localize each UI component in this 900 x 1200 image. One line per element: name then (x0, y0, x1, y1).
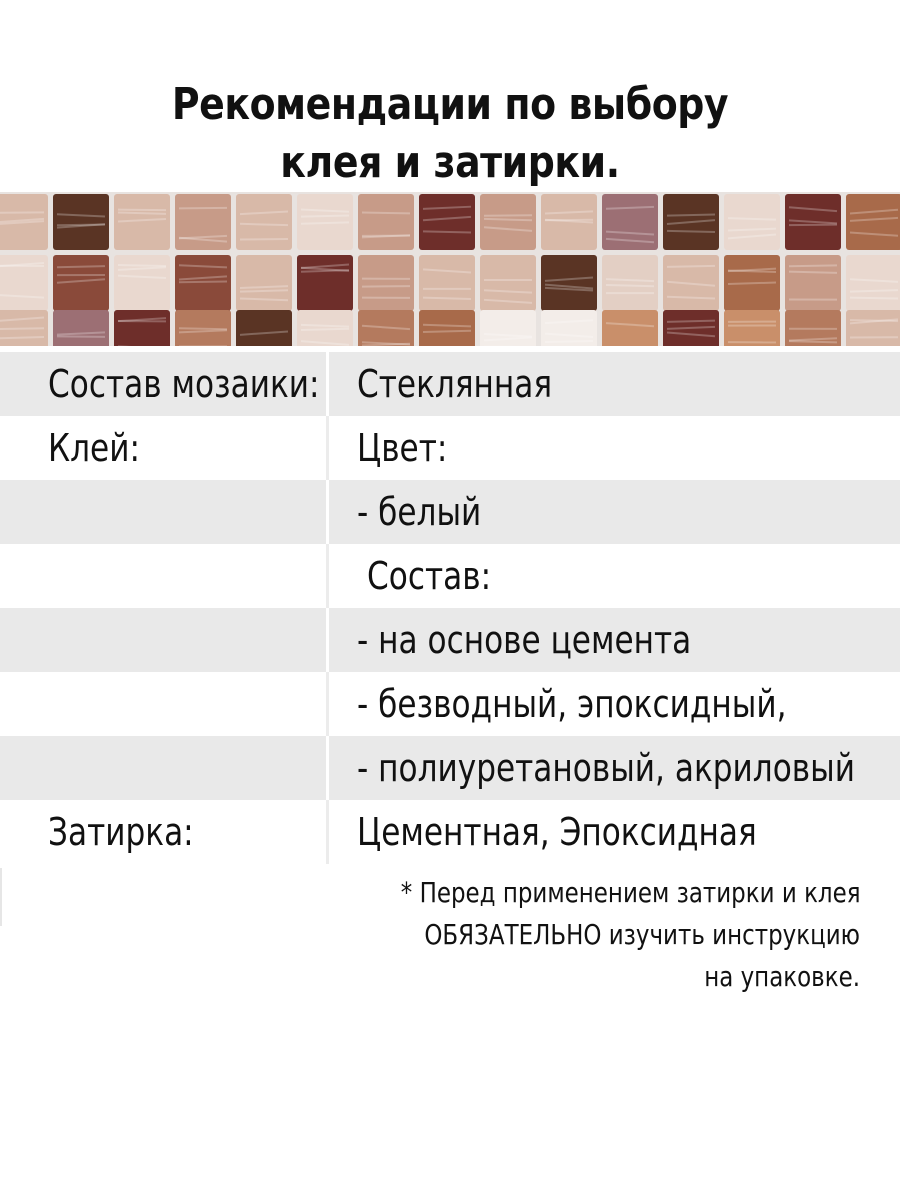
table-row (0, 416, 900, 480)
row-label: Клей: (48, 426, 140, 470)
mosaic-tile (53, 194, 109, 250)
row-value: Цвет: (357, 426, 448, 470)
table-row (0, 672, 900, 736)
mosaic-tile (53, 310, 109, 346)
table-row (0, 608, 900, 672)
mosaic-sheen (118, 265, 166, 266)
divider (0, 868, 2, 926)
mosaic-sheen (667, 266, 715, 267)
mosaic-tile (846, 310, 900, 346)
mosaic-sheen (118, 212, 166, 213)
row-value: - на основе цемента (357, 618, 692, 662)
footnote-line-2: ОБЯЗАТЕЛЬНО изучить инструкцию (424, 918, 860, 951)
mosaic-sheen (789, 265, 837, 266)
footnote-line-1: * Перед применением затирки и клея (400, 876, 861, 909)
mosaic-tile (358, 194, 414, 250)
row-value: - полиуретановый, акриловый (357, 746, 856, 790)
mosaic-tile (785, 255, 841, 311)
glass-mosaic-tiles-icon (0, 192, 900, 346)
title-line-1: Рекомендации по выбору (171, 79, 729, 130)
mosaic-tile (724, 194, 780, 250)
mosaic-tile (541, 255, 597, 311)
table-row (0, 480, 900, 544)
mosaic-sheen (362, 212, 410, 213)
mosaic-sheen (423, 331, 471, 332)
mosaic-tile (602, 255, 658, 311)
row-value: Цементная, Эпоксидная (357, 810, 757, 854)
row-value: - белый (357, 490, 482, 534)
table-row (0, 544, 900, 608)
mosaic-sheen (606, 285, 654, 286)
mosaic-sheen (667, 215, 715, 216)
mosaic-sheen (667, 321, 715, 322)
mosaic-tile (236, 310, 292, 346)
mosaic-tile (480, 194, 536, 250)
mosaic-sheen (423, 298, 471, 299)
mosaic-sheen (423, 231, 471, 232)
mosaic-sheen (179, 282, 227, 283)
mosaic-tile (419, 194, 475, 250)
row-label: Состав мозаики: (48, 362, 320, 406)
row-value: - безводный, эпоксидный, (357, 682, 787, 726)
row-value: Состав: (367, 554, 492, 598)
page-title (63, 76, 837, 192)
mosaic-sheen (0, 328, 44, 329)
mosaic-tile (358, 255, 414, 311)
mosaic-sheen (240, 290, 288, 291)
mosaic-tile (297, 255, 353, 311)
row-value: Стеклянная (357, 362, 553, 406)
mosaic-tile (419, 255, 475, 311)
mosaic-sheen (545, 341, 593, 342)
mosaic-sheen (789, 341, 837, 342)
title-line-2: клея и затирки. (280, 137, 620, 188)
mosaic-sheen (240, 224, 288, 225)
mosaic-tile (236, 255, 292, 311)
table-row (0, 352, 900, 416)
mosaic-sheen (850, 320, 898, 321)
mosaic-tile (419, 310, 475, 346)
mosaic-tile (114, 255, 170, 311)
footnote-line-3: на упаковке. (704, 960, 860, 993)
mosaic-sheen (301, 222, 349, 223)
mosaic-tile (724, 310, 780, 346)
mosaic-sheen (0, 337, 44, 338)
mosaic-tile (846, 194, 900, 250)
row-label: Затирка: (48, 810, 194, 854)
mosaic-sheen (789, 272, 837, 273)
mosaic-tile (236, 194, 292, 250)
mosaic-sheen (57, 266, 105, 267)
table-row (0, 800, 900, 864)
table-row (0, 736, 900, 800)
footnote (300, 872, 860, 998)
mosaic-tile (602, 310, 658, 346)
mosaic-sheen (301, 215, 349, 216)
mosaic-tile (114, 310, 170, 346)
recommendation-table (0, 352, 900, 864)
mosaic-sheen (667, 231, 715, 232)
mosaic-sheen (179, 328, 227, 329)
mosaic-sheen (301, 329, 349, 330)
mosaic-tile (846, 255, 900, 311)
mosaic-sheen (850, 298, 898, 299)
